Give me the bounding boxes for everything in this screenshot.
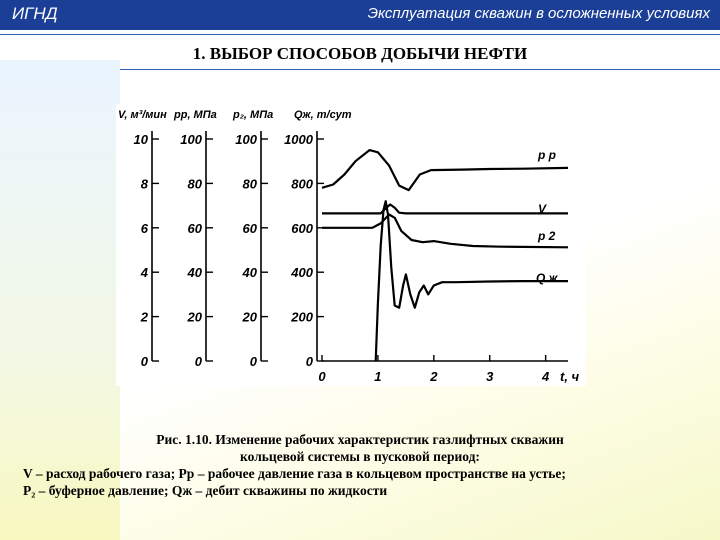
- series-line-1: [322, 205, 568, 214]
- series-label-0: p р: [538, 148, 556, 162]
- caption-line-4: P₂ – буферное давление; Qж – дебит скважины по жидкости: [23, 483, 388, 498]
- title-rule: [120, 69, 720, 70]
- time-axis-tick-label-4: 4: [542, 369, 550, 384]
- caption-line-3: V – расход рабочего газа; Рр – рабочее давление газа в кольцевом пространстве на устье;: [23, 466, 566, 481]
- caption-line-1: Рис. 1.10. Изменение рабочих характеристик газлифтных скважин: [156, 432, 564, 447]
- series-line-0: [322, 150, 568, 190]
- value-axis-tick-label-1-0: 100: [180, 132, 202, 147]
- header-course-title: Эксплуатация скважин в осложненных условиях: [367, 5, 710, 22]
- value-axis-tick-label-1-5: 0: [194, 354, 202, 369]
- value-axis-tick-label-3-5: 0: [305, 354, 313, 369]
- value-axis-tick-label-2-4: 20: [242, 309, 257, 325]
- value-axis-tick-label-2-0: 100: [235, 132, 257, 147]
- chart-svg: [116, 104, 586, 386]
- plot-area-group: [318, 148, 579, 384]
- series-line-2: [322, 215, 568, 248]
- chart-panel: [116, 104, 586, 386]
- value-axis-tick-label-0-3: 4: [140, 265, 148, 281]
- time-axis-label: t, ч: [560, 369, 580, 384]
- value-axis-tick-label-3-4: 200: [291, 309, 313, 325]
- time-axis-tick-label-3: 3: [486, 369, 494, 384]
- left-axes-group: [118, 109, 352, 369]
- series-label-3: Q ж: [536, 271, 558, 285]
- slide-title: 1. ВЫБОР СПОСОБОВ ДОБЫЧИ НЕФТИ: [192, 44, 528, 63]
- value-axis-tick-label-3-2: 600: [291, 220, 313, 236]
- axis-header-label-3: Qж, т/сут: [294, 109, 352, 121]
- axis-header-label-2: p₂, МПа: [233, 109, 274, 121]
- value-axis-tick-label-2-2: 60: [242, 220, 257, 236]
- series-label-1: V: [538, 202, 547, 216]
- value-axis-tick-label-1-4: 20: [187, 309, 202, 325]
- header-rule: [0, 34, 720, 35]
- time-axis-tick-label-2: 2: [430, 369, 438, 384]
- value-axis-tick-label-2-1: 80: [242, 176, 257, 192]
- series-label-2: p 2: [538, 229, 556, 243]
- axis-header-label-1: pр, МПа: [174, 109, 217, 121]
- value-axis-tick-label-2-3: 40: [242, 265, 257, 281]
- value-axis-tick-label-3-1: 800: [291, 176, 313, 192]
- axis-header-label-0: V, м³/мин: [118, 109, 167, 121]
- value-axis-tick-label-2-5: 0: [249, 354, 257, 369]
- value-axis-tick-label-0-4: 2: [140, 309, 148, 325]
- value-axis-tick-label-0-1: 8: [140, 176, 148, 192]
- value-axis-tick-label-1-3: 40: [187, 265, 202, 281]
- caption-line-2: кольцевой системы в пусковой период:: [240, 449, 480, 464]
- figure-caption: [0, 431, 720, 499]
- time-axis-tick-label-0: 0: [318, 369, 326, 384]
- value-axis-tick-label-0-5: 0: [140, 354, 148, 369]
- value-axis-tick-label-0-2: 6: [140, 220, 148, 236]
- value-axis-tick-label-3-3: 400: [291, 265, 313, 281]
- value-axis-tick-label-1-2: 60: [187, 220, 202, 236]
- value-axis-tick-label-1-1: 80: [187, 176, 202, 192]
- header-org-label: ИГНД: [12, 4, 58, 23]
- value-axis-tick-label-0-0: 10: [133, 132, 148, 147]
- value-axis-tick-label-3-0: 1000: [284, 132, 313, 147]
- time-axis-tick-label-1: 1: [374, 369, 382, 384]
- header-bar: [0, 0, 720, 30]
